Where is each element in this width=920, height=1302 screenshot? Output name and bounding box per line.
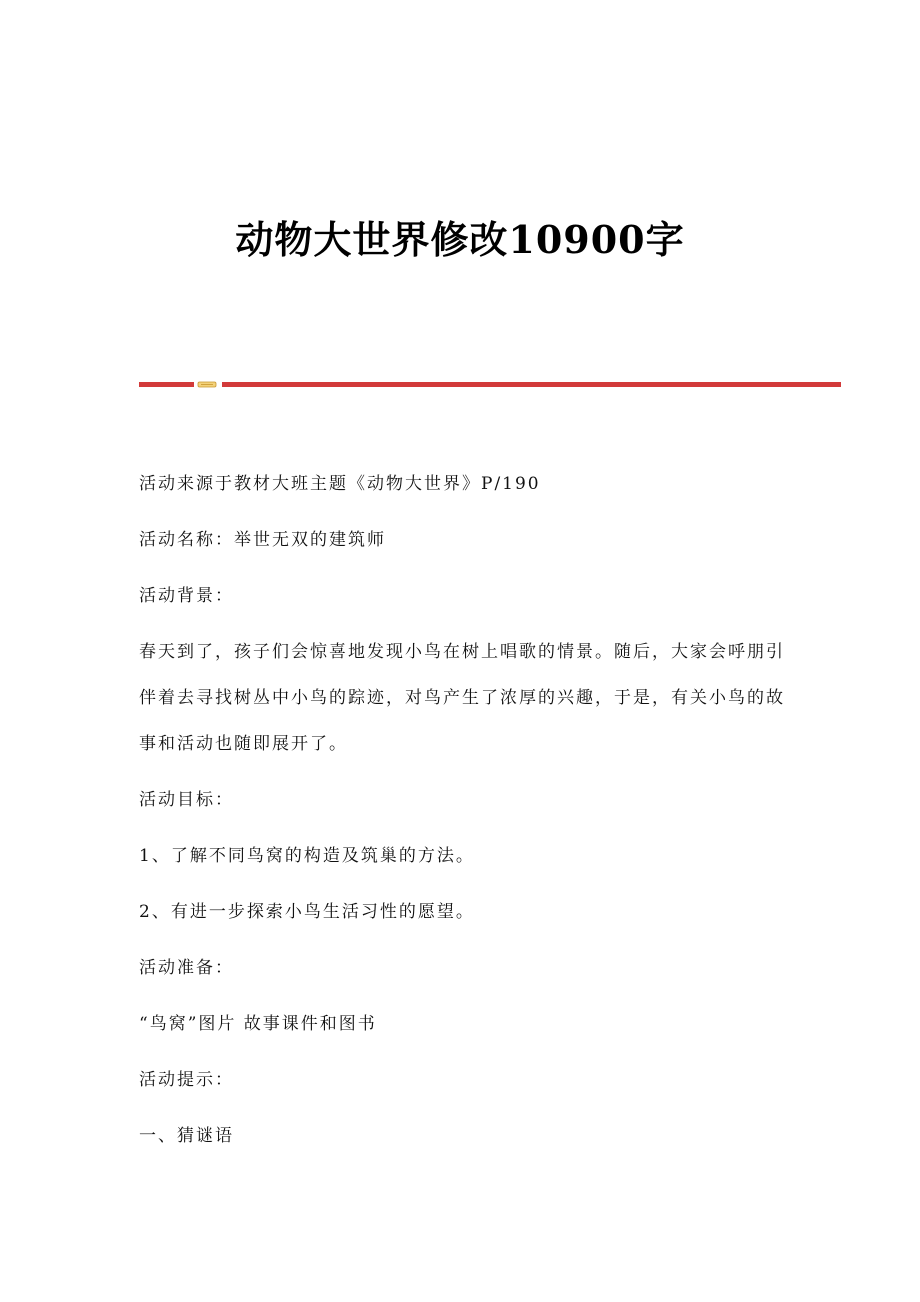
document-title: 动物大世界修改10900字 (235, 217, 685, 262)
divider-left-segment (139, 382, 194, 387)
goal-item-1: 1、了解不同鸟窝的构造及筑巢的方法。 (139, 846, 475, 866)
activity-goals-heading: 活动目标： (139, 790, 234, 810)
activity-background-heading: 活动背景： (139, 586, 234, 606)
background-paragraph-line-1: 春天到了，孩子们会惊喜地发现小鸟在树上唱歌的情景。随后，大家会呼朋引 (139, 642, 785, 662)
activity-preparation-heading: 活动准备： (139, 958, 234, 978)
divider-ornament-icon (197, 381, 217, 388)
activity-source: 活动来源于教材大班主题《动物大世界》P/190 (139, 474, 541, 494)
tip-item-1: 一、猜谜语 (139, 1126, 234, 1146)
background-paragraph-line-2: 伴着去寻找树丛中小鸟的踪迹，对鸟产生了浓厚的兴趣，于是，有关小鸟的故 (139, 688, 785, 708)
background-paragraph-line-3: 事和活动也随即展开了。 (139, 734, 348, 754)
activity-name: 活动名称：举世无双的建筑师 (139, 530, 386, 550)
activity-tips-heading: 活动提示： (139, 1070, 234, 1090)
preparation-item: “鸟窝”图片 故事课件和图书 (139, 1014, 377, 1034)
title-divider (139, 380, 841, 388)
goal-item-2: 2、有进一步探索小鸟生活习性的愿望。 (139, 902, 475, 922)
divider-right-segment (222, 382, 841, 387)
